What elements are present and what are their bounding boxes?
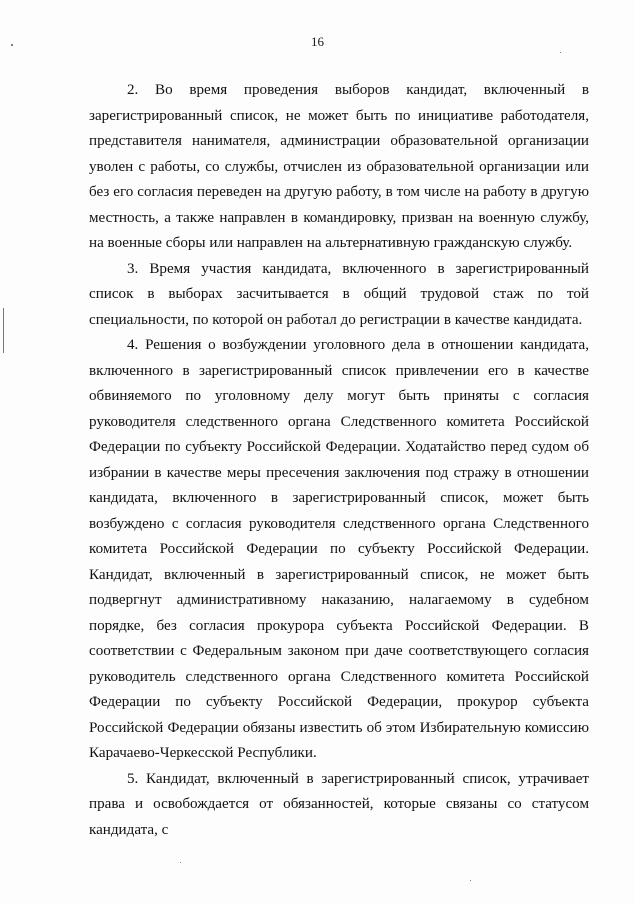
page-number: 16 — [311, 34, 324, 49]
paragraph-5: 5. Кандидат, включенный в зарегистрированный список, утрачивает права и освобождается от обязанностей, которые связаны со статусом кандидата, с — [89, 770, 589, 838]
scan-speck — [560, 52, 561, 53]
paragraph-2: 2. Во время проведения выборов кандидат, включенный в зарегистрированный список, не может быть по инициативе работодателя, представителя нанимателя, администрации образовательной организации уволен с работы, со службы, отчислен из образовательной организации или без его согласия переведен на другую работу, в том числе на работу в другую местность, а также направлен в командировку, призван на военную службу, на военные сборы или направлен на альтернативную гражданскую службу. — [89, 82, 589, 251]
document-body — [89, 78, 589, 843]
paragraph-3: 3. Время участия кандидата, включенного в зарегистрированный список в выборах засчитывается в общий трудовой стаж по той специальности, по которой он работал до регистрации в качестве кандидата. — [89, 260, 589, 328]
scan-speck — [470, 880, 471, 881]
paragraph-4: 4. Решения о возбуждении уголовного дела в отношении кандидата, включенного в зарегистрированный список привлечении его в качестве обвиняемого по уголовному делу могут быть приняты с согласия руководителя следственного органа Следственного комитета Российской Федерации по субъекту Российской Федерации. Ходатайство перед судом об избрании в качестве меры пресечения заключения под стражу в отношении кандидата, включенного в зарегистрированный список, может быть возбуждено с согласия руководителя следственного органа Следственного комитета Российской Федерации по субъекту Российской Федерации. Кандидат, включенный в зарегистрированный список, не может быть подвергнут административному наказанию, налагаемому в судебном порядке, без согласия прокурора субъекта Российской Федерации. В соответствии с Федеральным законом при даче соответствующего согласия руководитель следственного органа Следственного комитета Российской Федерации по субъекту Российской Федерации, прокурор субъекта Российской Федерации обязаны известить об этом Избирательную комиссию Карачаево-Черкесской Республики. — [89, 337, 589, 761]
scan-margin-mark — [3, 308, 4, 353]
scan-speck — [180, 862, 181, 863]
